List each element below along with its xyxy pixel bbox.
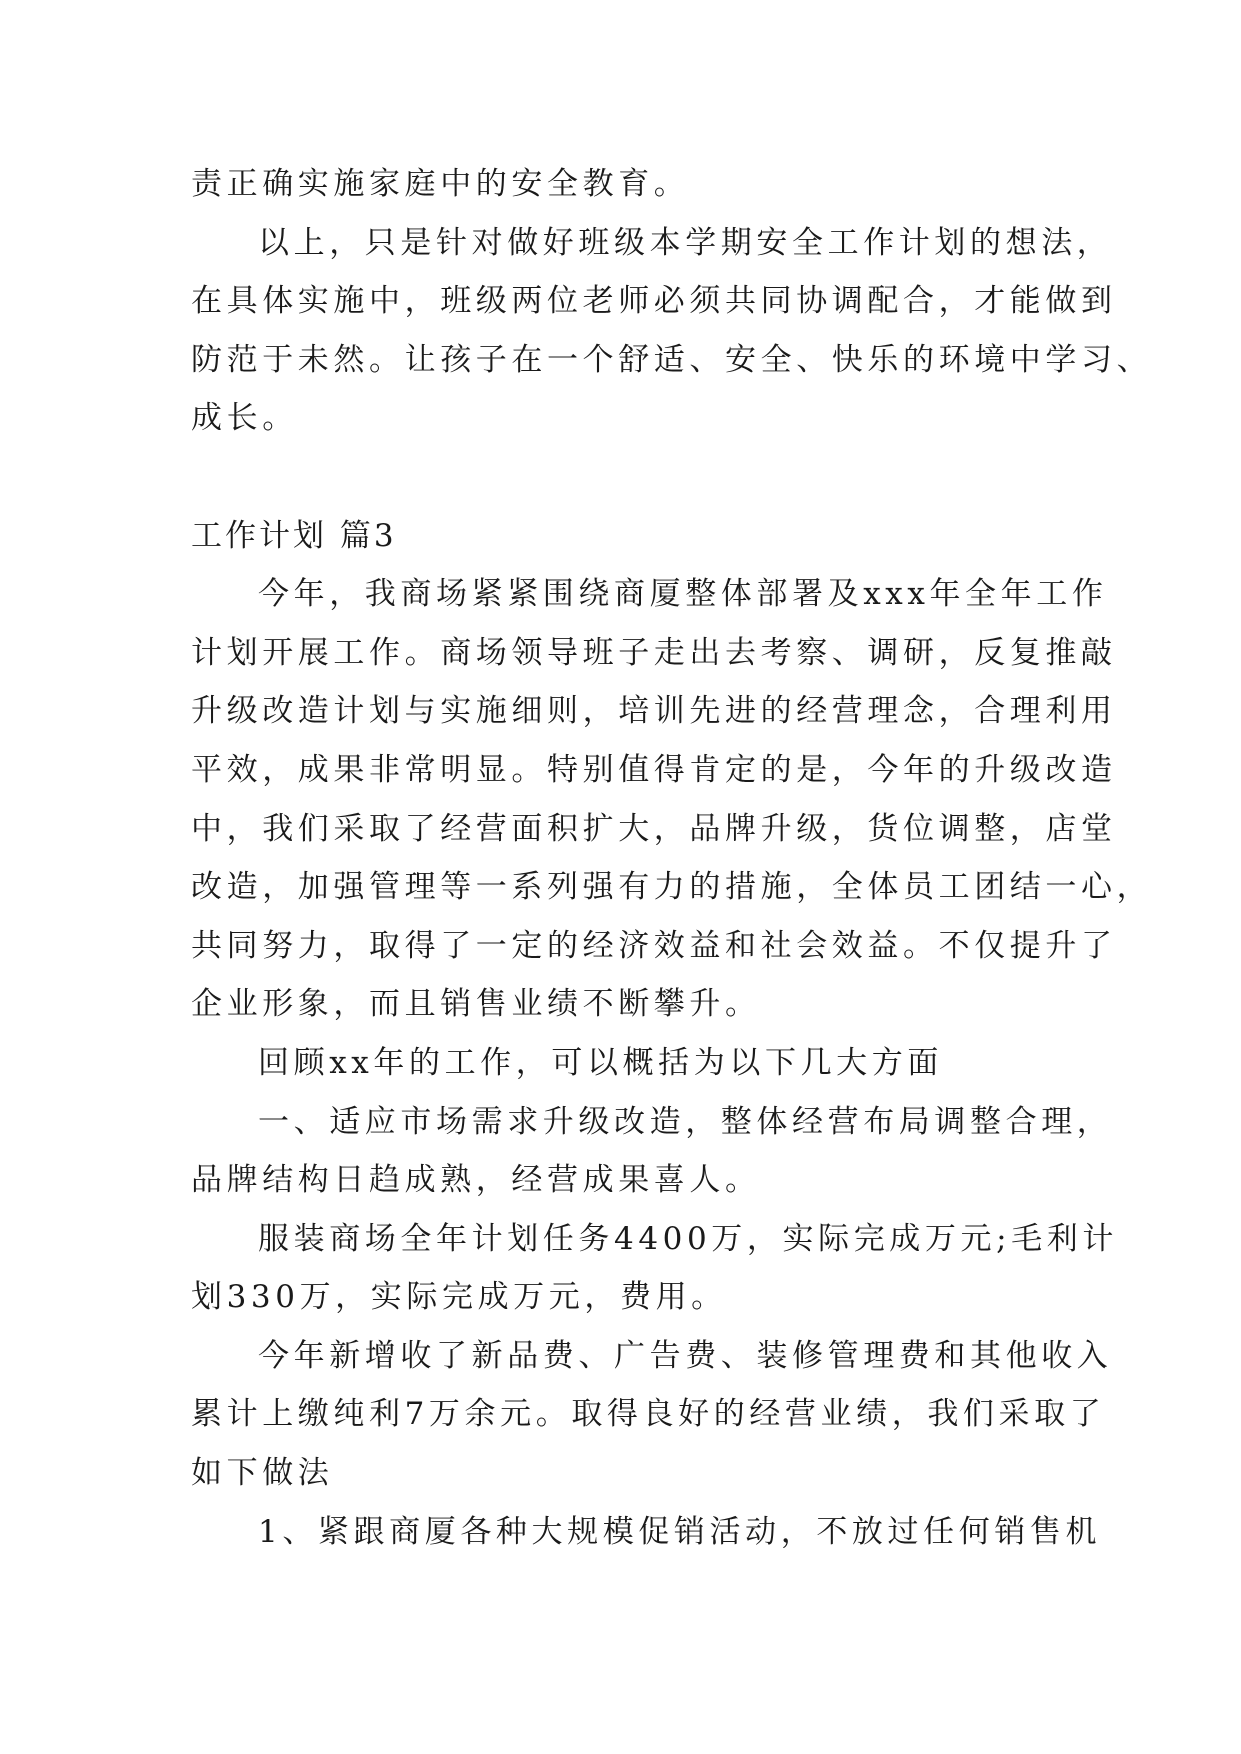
text-line: 1、紧跟商厦各种大规模促销活动，不放过任何销售机 <box>258 1513 1102 1550</box>
paragraph <box>191 1093 1113 1210</box>
text-line: 如下做法 <box>191 1455 334 1492</box>
text-line: 改造，加强管理等一系列强有力的措施，全体员工团结一心， <box>191 869 1153 906</box>
text-line: 品牌结构日趋成熟，经营成果喜人。 <box>191 1162 761 1199</box>
text-line: 企业形象，而且销售业绩不断攀升。 <box>191 986 761 1023</box>
text-line: 今年，我商场紧紧围绕商厦整体部署及xxx年全年工作 <box>258 576 1108 613</box>
text-line: 回顾xx年的工作，可以概括为以下几大方面 <box>258 1044 943 1081</box>
blank-line <box>191 448 1071 507</box>
text-line: 今年新增收了新品费、广告费、装修管理费和其他收入 <box>258 1337 1113 1374</box>
paragraph <box>191 155 1071 214</box>
text-line: 累计上缴纯利7万余元。取得良好的经营业绩，我们采取了 <box>191 1396 1106 1433</box>
paragraph <box>191 1327 1113 1503</box>
paragraph <box>191 1210 1118 1327</box>
text-line: 责正确实施家庭中的安全教育。 <box>191 166 690 202</box>
text-line: 平效，成果非常明显。特别值得肯定的是，今年的升级改造 <box>191 751 1117 788</box>
paragraph <box>191 1503 1102 1562</box>
text-line: 防范于未然。让孩子在一个舒适、安全、快乐的环境中学习、 <box>191 341 1153 378</box>
text-line: 中，我们采取了经营面积扩大，品牌升级，货位调整，店堂 <box>191 810 1117 847</box>
document-body <box>191 155 1153 1561</box>
text-line: 在具体实施中，班级两位老师必须共同协调配合，才能做到 <box>191 283 1117 320</box>
text-line: 一、适应市场需求升级改造，整体经营布局调整合理， <box>258 1103 1113 1140</box>
text-line: 成长。 <box>191 400 298 437</box>
text-line: 计划开展工作。商场领导班子走出去考察、调研，反复推敲 <box>191 634 1117 671</box>
paragraph <box>191 565 1153 1034</box>
paragraph <box>191 214 1153 448</box>
paragraph <box>191 1034 1071 1093</box>
text-line: 划330万，实际完成万元，费用。 <box>191 1279 727 1316</box>
text-line: 共同努力，取得了一定的经济效益和社会效益。不仅提升了 <box>191 927 1117 964</box>
section-heading: 工作计划 篇3 <box>191 517 397 554</box>
text-line: 升级改造计划与实施细则，培训先进的经营理念，合理利用 <box>191 693 1117 730</box>
text-line: 以上，只是针对做好班级本学期安全工作计划的想法， <box>258 224 1113 261</box>
text-line: 服装商场全年计划任务4400万，实际完成万元;毛利计 <box>258 1220 1118 1257</box>
